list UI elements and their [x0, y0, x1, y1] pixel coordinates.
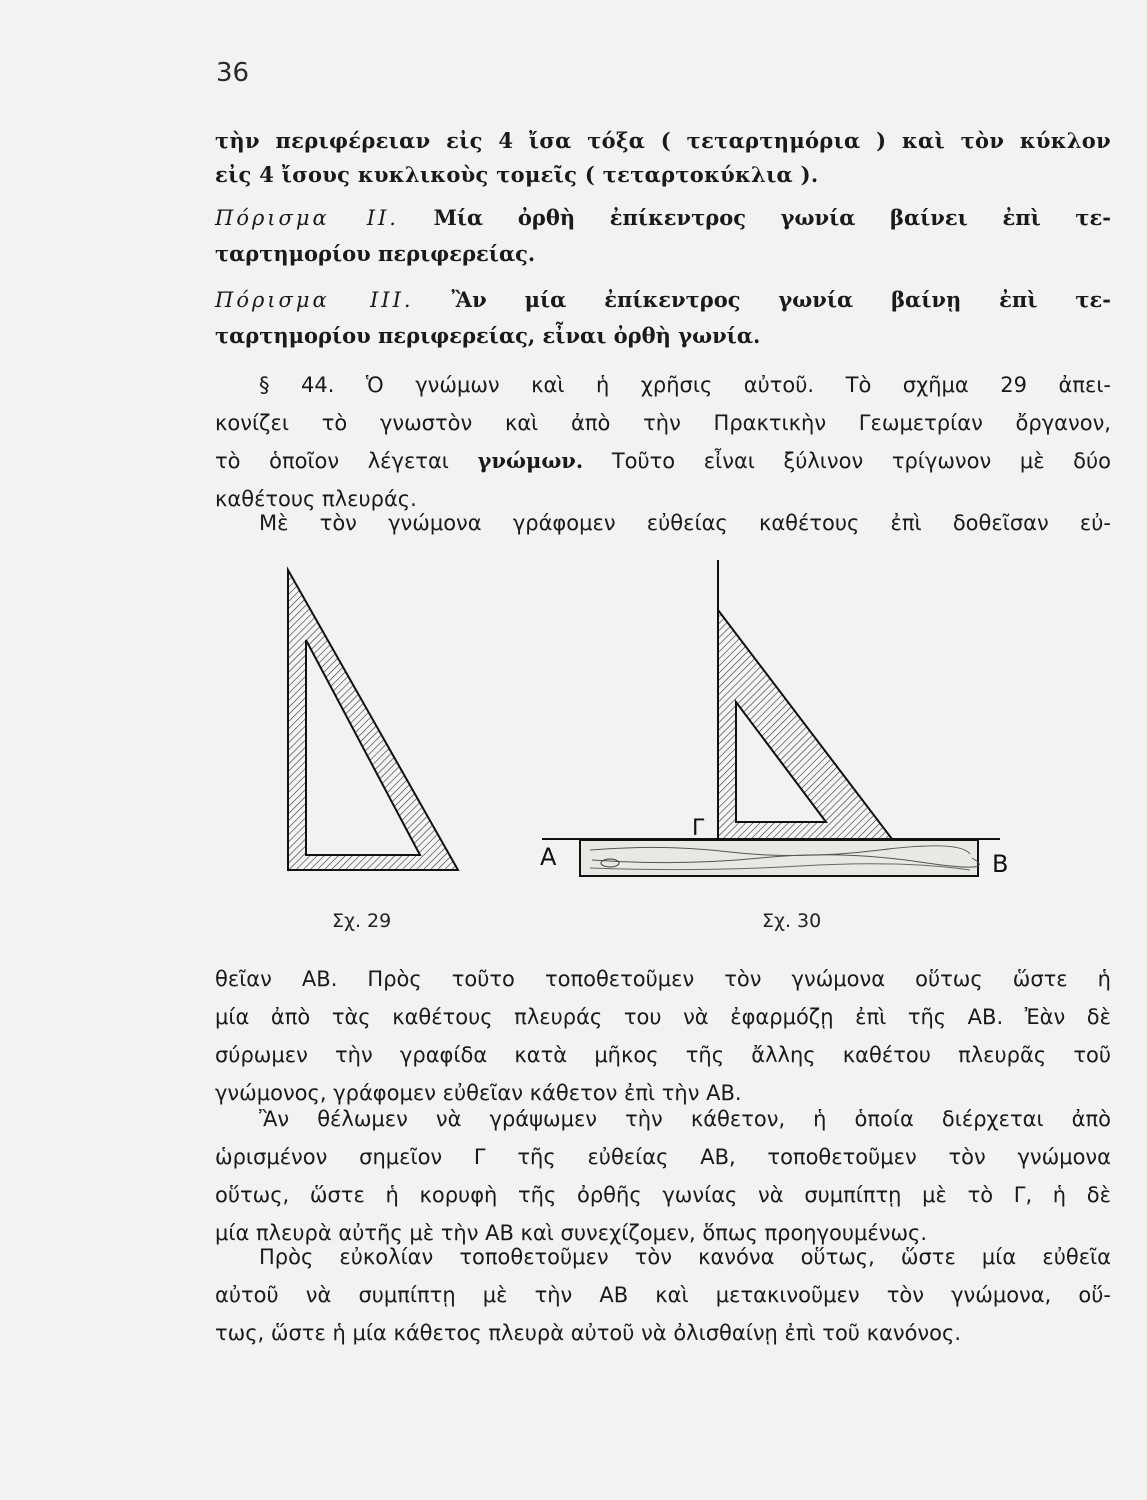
corollary-3-label: Πόρισμα ΙΙΙ. [215, 288, 414, 312]
text-line: καθέτους πλευράς. [215, 487, 417, 511]
gnomon-paragraph [215, 504, 1111, 542]
text-line: Ἂν θέλωμεν νὰ γράψωμεν τὴν κάθετον, ἡ ὁποία διέρχεται ἀπὸ [259, 1107, 1111, 1131]
after-figures-paragraph [215, 960, 1111, 1112]
figures-svg [280, 560, 1040, 920]
label-a: Α [540, 843, 557, 871]
text-line: μία πλευρὰ αὐτῆς μὲ τὴν ΑΒ καὶ συνεχίζομεν, ὅπως προηγουμένως. [215, 1221, 928, 1245]
point-gamma-paragraph [215, 1100, 1111, 1252]
figures-area [280, 560, 1040, 932]
text-line: οὕτως, ὥστε ἡ κορυφὴ τῆς ὀρθῆς γωνίας νὰ συμπίπτῃ μὲ τὸ Γ, ἡ δὲ [215, 1183, 1111, 1207]
label-b: Β [992, 850, 1009, 878]
text-line: Μὲ τὸν γνώμονα γράφομεν εὐθείας καθέτους ἐπὶ δοθεῖσαν εὐ- [259, 511, 1111, 535]
corollary-3-text: Ἂν μία ἐπίκεντρος γωνία βαίνῃ ἐπὶ τε- [451, 287, 1112, 312]
corollary-2-label: Πόρισμα ΙΙ. [215, 206, 399, 230]
text-line: ταρτημορίου περιφερείας. [215, 241, 536, 266]
label-g: Γ [692, 816, 705, 841]
text-line: Πρὸς εὐκολίαν τοποθετοῦμεν τὸν κανόνα οὕτως, ὥστε μία εὐθεῖα [259, 1245, 1111, 1269]
section-44 [215, 366, 1111, 518]
term-gnomon: γνώμων. [477, 448, 584, 473]
section-44-text: Τοῦτο εἶναι ξύλινον τρίγωνον μὲ δύο [611, 449, 1112, 473]
text-line: θεῖαν ΑΒ. Πρὸς τοῦτο τοποθετοῦμεν τὸν γνώμονα οὕτως ὥστε ἡ [215, 967, 1111, 991]
text-line: εἰς 4 ἴσους κυκλικοὺς τομεῖς ( τεταρτοκύκλια ). [215, 162, 819, 187]
section-44-text: τὸ ὁποῖον λέγεται [215, 449, 449, 473]
text-line: αὐτοῦ νὰ συμπίπτῃ μὲ τὴν ΑΒ καὶ μετακινοῦμεν τὸν γνώμονα, οὕ- [215, 1283, 1111, 1307]
corollary-2 [215, 200, 1111, 272]
ruler [580, 840, 979, 876]
fig29-caption: Σχ. 29 [332, 910, 392, 932]
text-line [215, 366, 1111, 404]
ruler-paragraph [215, 1238, 1111, 1352]
section-44-text: Τὸ σχῆμα 29 ἀπει- [845, 373, 1112, 397]
text-line: γνώμονος, γράφομεν εὐθεῖαν κάθετον ἐπὶ τὴν ΑΒ. [215, 1081, 742, 1105]
text-line [215, 282, 1111, 318]
set-square-fig29 [288, 570, 458, 870]
corollary-intro-paragraph [215, 124, 1111, 192]
text-line [215, 442, 1111, 480]
text-line: τως, ὥστε ἡ μία κάθετος πλευρὰ αὐτοῦ νὰ ὀλισθαίνῃ ἐπὶ τοῦ κανόνος. [215, 1321, 962, 1345]
text-line: ὡρισμένον σημεῖον Γ τῆς εὐθείας ΑΒ, τοποθετοῦμεν τὸν γνώμονα [215, 1145, 1111, 1169]
section-44-heading: § 44. Ὁ γνώμων καὶ ἡ χρῆσις αὐτοῦ. [259, 373, 815, 397]
text-line: κονίζει τὸ γνωστὸν καὶ ἀπὸ τὴν Πρακτικὴν Γεωμετρίαν ὄργανον, [215, 411, 1111, 435]
set-square-fig30 [718, 610, 892, 839]
text-line [215, 200, 1111, 236]
page-number: 36 [216, 58, 250, 88]
text-line: ταρτημορίου περιφερείας, εἶναι ὀρθὴ γωνία. [215, 323, 761, 348]
text-line: σύρωμεν τὴν γραφίδα κατὰ μῆκος τῆς ἄλλης καθέτου πλευρᾶς τοῦ [215, 1043, 1111, 1067]
text-line: μία ἀπὸ τὰς καθέτους πλευράς του νὰ ἐφαρμόζῃ ἐπὶ τῆς ΑΒ. Ἐὰν δὲ [215, 1005, 1111, 1029]
text-line: τὴν περιφέρειαν εἰς 4 ἴσα τόξα ( τεταρτημόρια ) καὶ τὸν κύκλον [215, 128, 1111, 153]
corollary-2-text: Μία ὀρθὴ ἐπίκεντρος γωνία βαίνει ἐπὶ τε- [433, 205, 1112, 230]
fig30-caption: Σχ. 30 [762, 910, 822, 932]
corollary-3 [215, 282, 1111, 354]
